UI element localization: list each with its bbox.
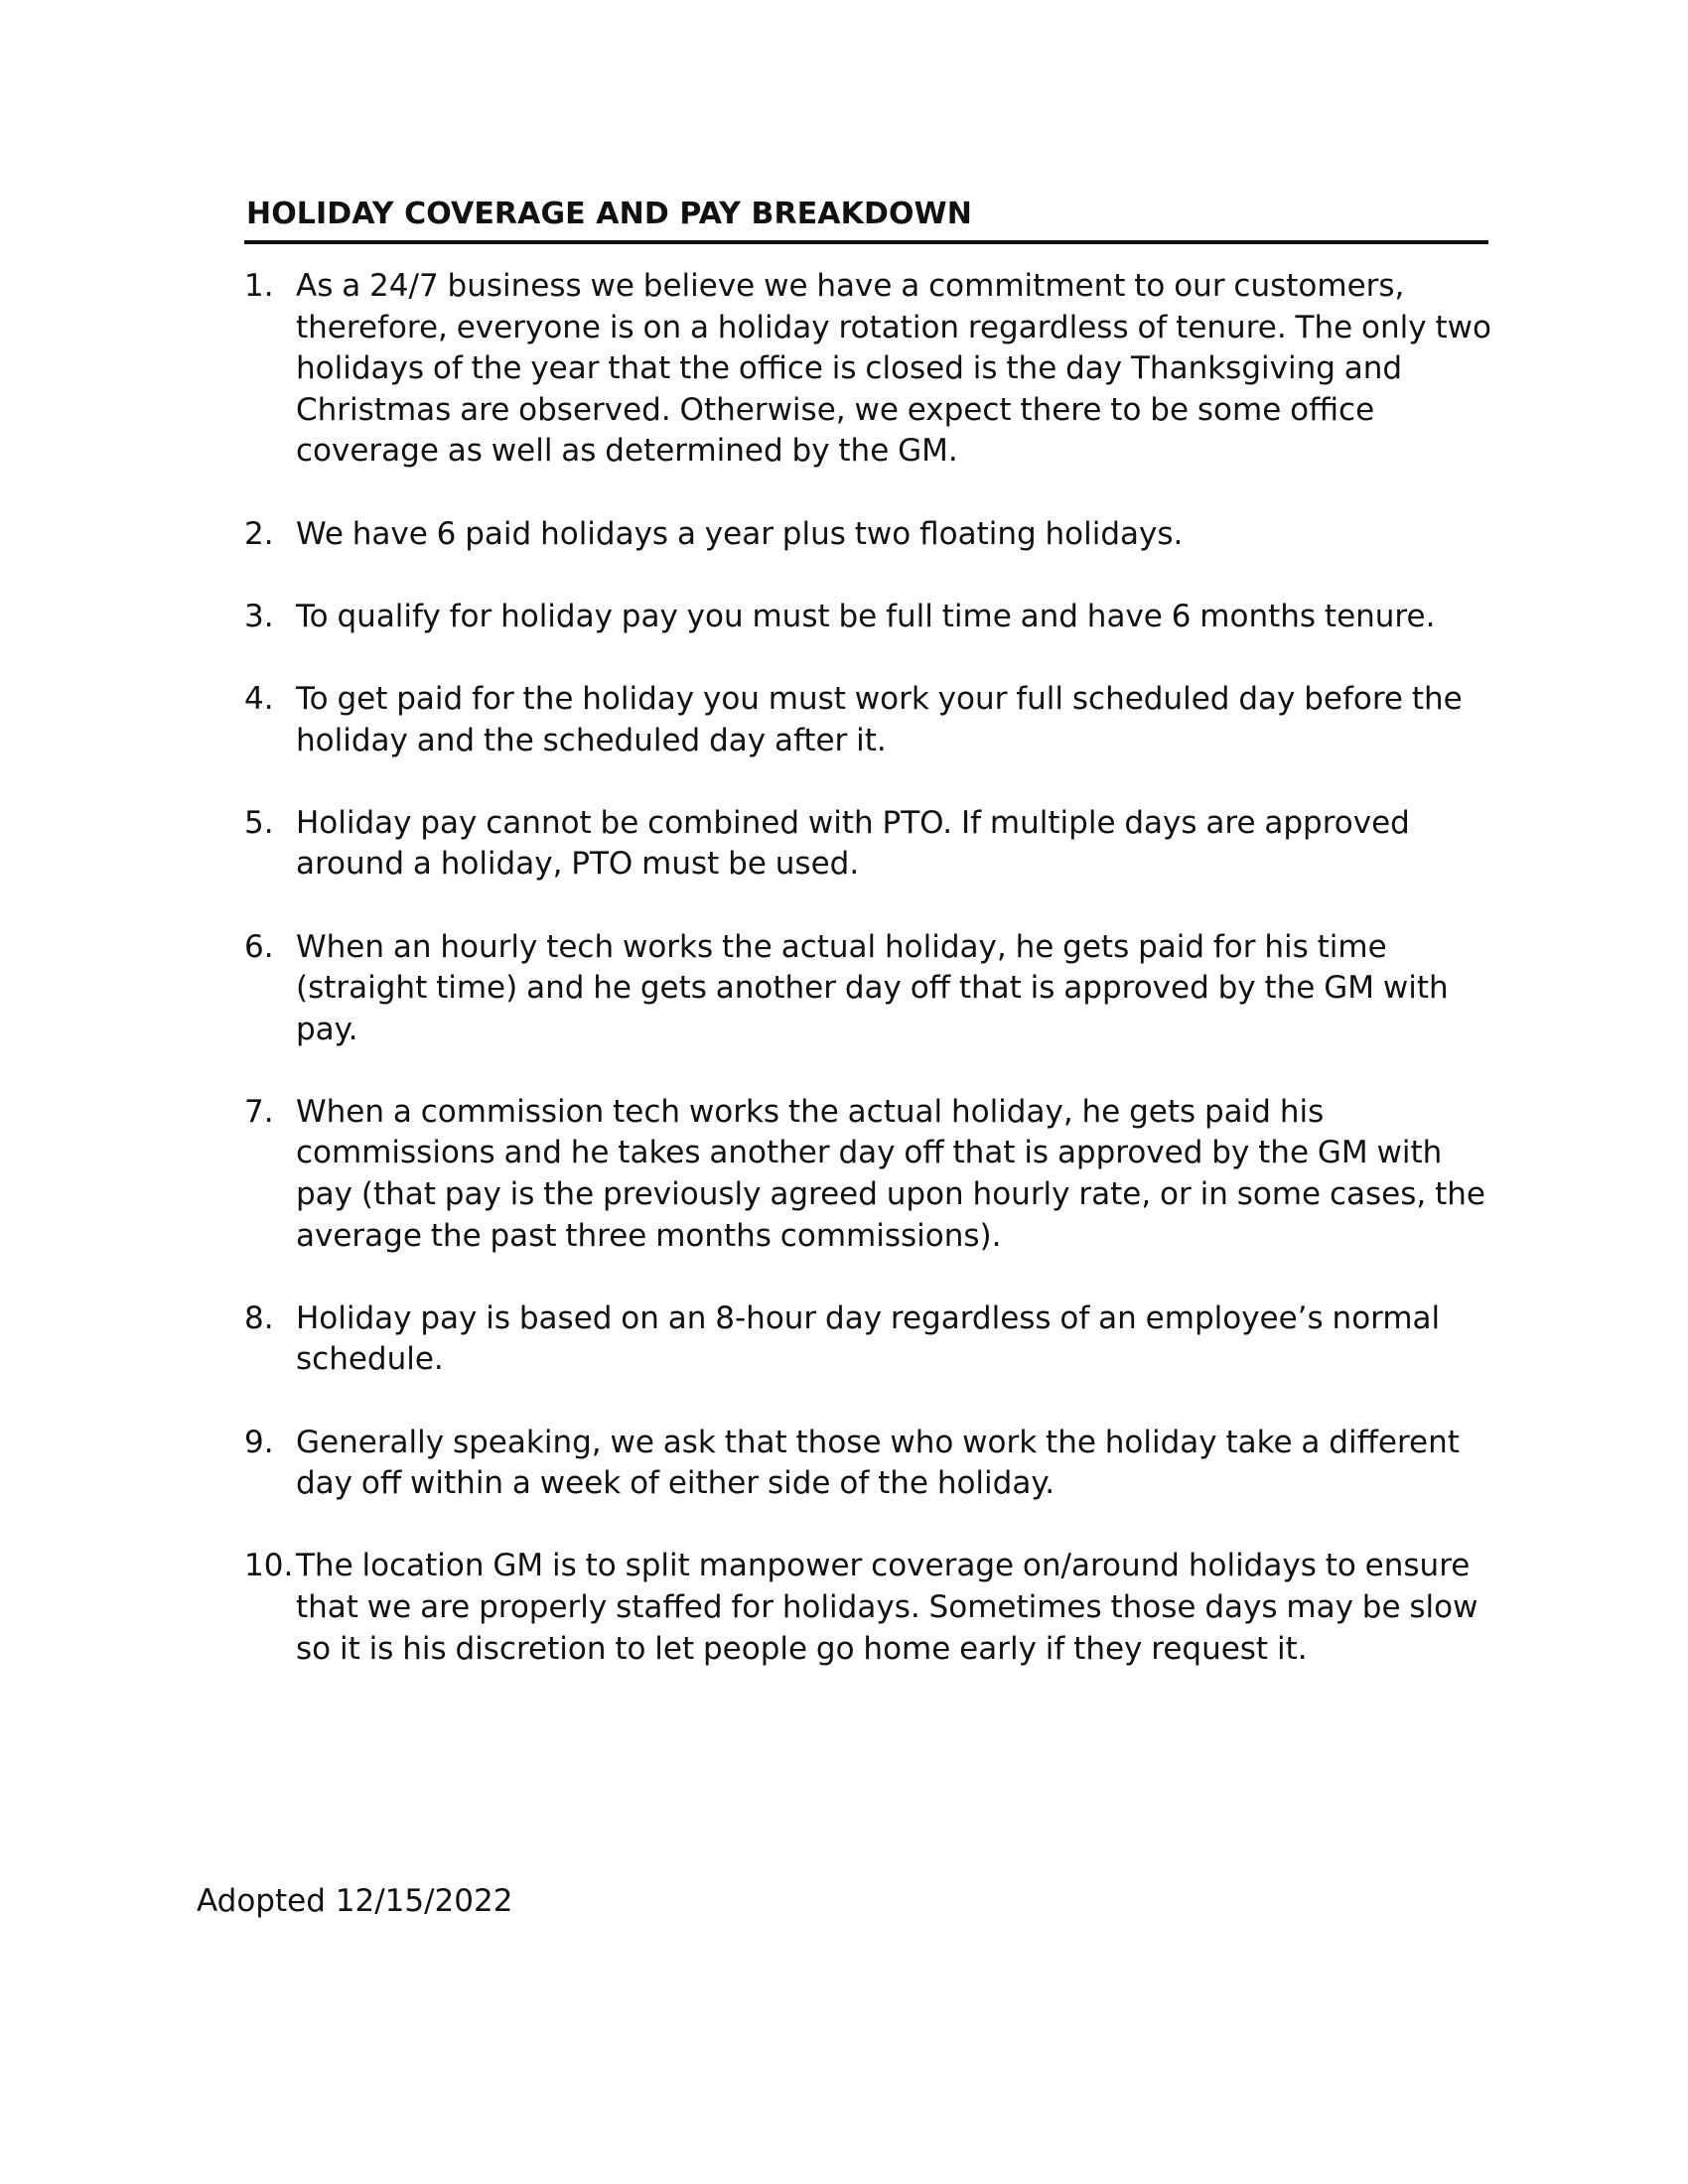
- list-item: [244, 803, 1495, 886]
- item-text: To get paid for the holiday you must work your full scheduled day before the holiday and the scheduled day after it.: [296, 680, 1463, 758]
- item-number: 8.: [244, 1299, 274, 1336]
- item-number: 5.: [244, 804, 274, 841]
- list-item: [244, 514, 1495, 556]
- item-number: 7.: [244, 1093, 274, 1130]
- document-title: HOLIDAY COVERAGE AND PAY BREAKDOWN: [246, 197, 972, 231]
- item-number: 6.: [244, 928, 274, 965]
- adopted-date: Adopted 12/15/2022: [197, 1883, 513, 1919]
- item-text: When an hourly tech works the actual holiday, he gets paid for his time (straight time) and he gets another day off that is approved by the GM with pay.: [296, 928, 1449, 1047]
- list-item: [244, 927, 1495, 1051]
- item-number: 10.: [244, 1548, 294, 1584]
- list-item: [244, 1298, 1495, 1381]
- list-item: [244, 679, 1495, 761]
- item-text: To qualify for holiday pay you must be full time and have 6 months tenure.: [296, 598, 1436, 634]
- item-text: Generally speaking, we ask that those who work the holiday take a different day off within a week of either side of the holiday.: [296, 1424, 1460, 1502]
- list-item: [244, 1423, 1495, 1505]
- list-item: [244, 1092, 1495, 1257]
- list-item: [244, 597, 1495, 638]
- item-number: 3.: [244, 598, 274, 634]
- item-text: Holiday pay is based on an 8-hour day regardless of an employee’s normal schedule.: [296, 1299, 1441, 1378]
- list-item: [244, 1546, 1495, 1670]
- item-number: 1.: [244, 268, 274, 304]
- list-item: [244, 266, 1495, 473]
- item-text: The location GM is to split manpower coverage on/around holidays to ensure that we are properly staffed for holidays. Sometimes those days may be slow so it is his discretion to let people go home early if they request it.: [296, 1548, 1478, 1667]
- item-number: 9.: [244, 1424, 274, 1460]
- item-text: When a commission tech works the actual holiday, he gets paid his commissions and he takes another day off that is approved by the GM with pay (that pay is the previously agreed upon hourly rate, or in some cases, the average the past three months commissions).: [296, 1093, 1485, 1254]
- title-underline: [244, 240, 1488, 244]
- item-text: We have 6 paid holidays a year plus two floating holidays.: [296, 515, 1184, 552]
- item-number: 2.: [244, 515, 274, 552]
- item-text: As a 24/7 business we believe we have a commitment to our customers, therefore, everyone is on a holiday rotation regardless of tenure. The only two holidays of the year that the office is closed is the day Thanksgiving and Christmas are observed. Otherwise, we expect there to be some office coverage as well as determined by the GM.: [296, 268, 1491, 470]
- item-text: Holiday pay cannot be combined with PTO. If multiple days are approved around a holiday, PTO must be used.: [296, 804, 1410, 883]
- item-number: 4.: [244, 680, 274, 717]
- policy-list: [244, 266, 1495, 1711]
